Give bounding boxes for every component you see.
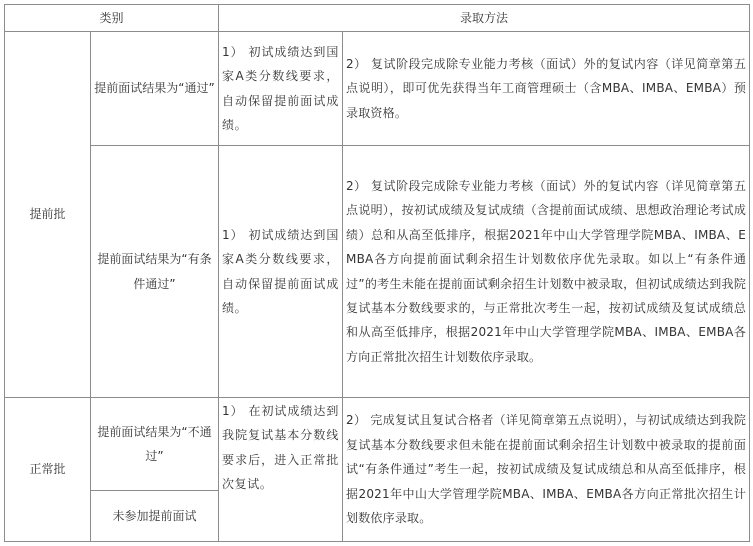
rule-2-passed: 2） 复试阶段完成除专业能力考核（面试）外的复试内容（详见简章第五点说明），即可优先获得当年工商管理硕士（含MBA、IMBA、EMBA）预录取资格。 xyxy=(343,32,750,146)
table-row xyxy=(5,32,750,146)
rule-2-normal: 2） 完成复试且复试合格者（详见简章第五点说明），与初试成绩达到我院复试基本分数线要求但未能在提前面试剩余招生计划数中被录取的提前面试“有条件通过”考生一起，按初试成绩及复试成绩总和从高至低排序，根据2021年中山大学管理学院MBA、IMBA、EMBA各方向正常批次招生计划数依序录取。 xyxy=(343,398,750,542)
rule-1-conditional: 1） 初试成绩达到国家A类分数线要求，自动保留提前面试成绩。 xyxy=(219,146,343,398)
method-header: 录取方法 xyxy=(219,5,750,32)
rule-2-conditional: 2） 复试阶段完成除专业能力考核（面试）外的复试内容（详见简章第五点说明），按初试成绩及复试成绩（含提前面试成绩、思想政治理论考试成绩）总和从高至低排序，根据2021年中山大学管理学院MBA、IMBA、EMBA各方向提前面试剩余招生计划数依序优先录取。如以上“有条件通过”的考生未能在提前面试剩余招生计划数中被录取，但初试成绩达到我院复试基本分数线要求的，与正常批次考生一起，按初试成绩及复试成绩总和从高至低排序，根据2021年中山大学管理学院MBA、IMBA、EMBA各方向正常批次招生计划数依序录取。 xyxy=(343,146,750,398)
rule-1-passed: 1） 初试成绩达到国家A类分数线要求，自动保留提前面试成绩。 xyxy=(219,32,343,146)
condition-absent: 未参加提前面试 xyxy=(91,491,219,542)
table-row xyxy=(5,398,750,491)
admission-rules-table xyxy=(4,4,750,542)
rule-1-normal: 1） 在初试成绩达到我院复试基本分数线要求后，进入正常批次复试。 xyxy=(219,398,343,542)
header-row xyxy=(5,5,750,32)
condition-conditional: 提前面试结果为“有条件通过” xyxy=(91,146,219,398)
condition-failed: 提前面试结果为“不通过” xyxy=(91,398,219,491)
category-header: 类别 xyxy=(5,5,219,32)
condition-passed: 提前面试结果为“通过” xyxy=(91,32,219,146)
normal-batch-label: 正常批 xyxy=(5,398,91,542)
early-batch-label: 提前批 xyxy=(5,32,91,398)
table-row xyxy=(5,146,750,398)
